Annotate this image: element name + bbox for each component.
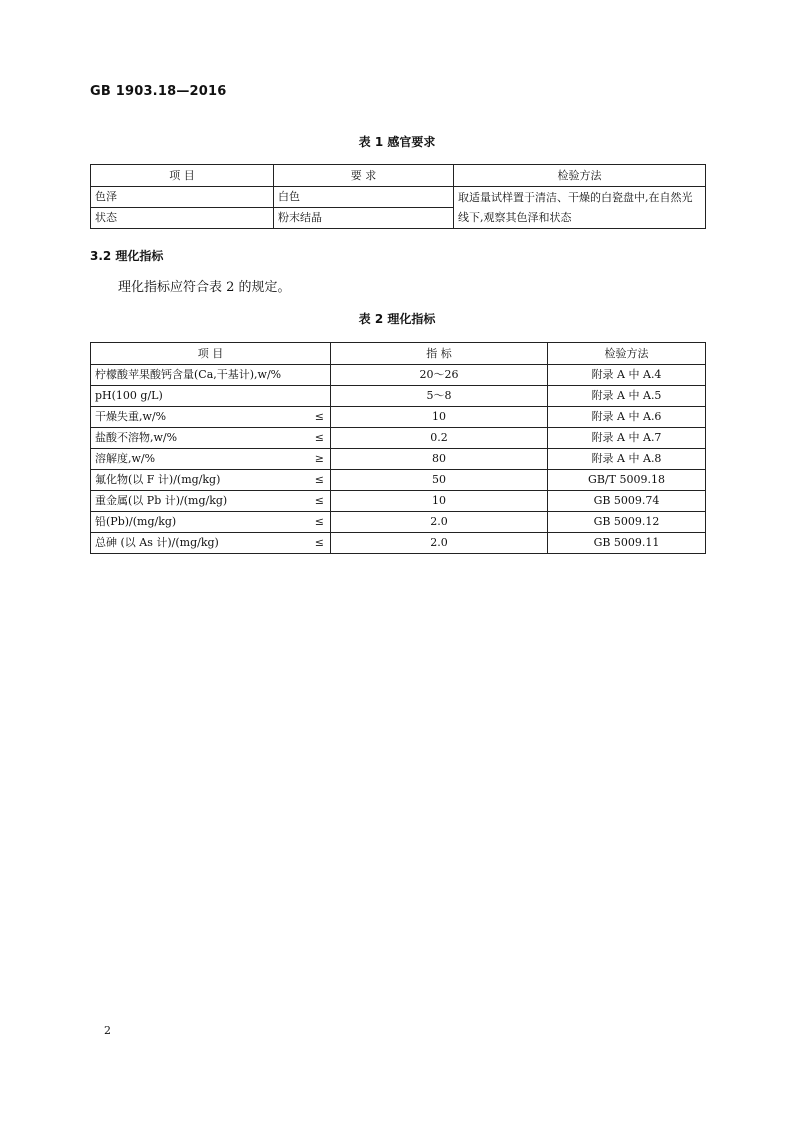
method-cell: 附录 A 中 A.8 [548, 449, 706, 470]
physicochemical-table [90, 342, 706, 554]
table-row [91, 470, 706, 491]
value-cell: 20～26 [331, 365, 548, 386]
item-cell [91, 365, 331, 386]
method-cell: GB 5009.74 [548, 491, 706, 512]
table-row [91, 365, 706, 386]
table-row [91, 386, 706, 407]
item-label: 重金属(以 Pb 计)/(mg/kg) [95, 494, 228, 507]
comparison-symbol: ≤ [314, 410, 324, 423]
value-cell: 2.0 [331, 533, 548, 554]
item-label: 溶解度,w/% [95, 452, 156, 465]
table-row [91, 491, 706, 512]
page-number: 2 [104, 1024, 111, 1037]
section-heading: 3.2 理化指标 [90, 249, 164, 263]
comparison-symbol: ≤ [314, 536, 324, 549]
comparison-symbol: ≤ [314, 494, 324, 507]
method-cell: 取适量试样置于清洁、干燥的白瓷盘中,在自然光线下,观察其色泽和状态 [454, 187, 706, 229]
method-cell: 附录 A 中 A.7 [548, 428, 706, 449]
header-index: 指 标 [331, 343, 548, 365]
item-label: 干燥失重,w/% [95, 410, 167, 423]
item-cell: 色泽 [91, 187, 274, 208]
method-cell: GB 5009.12 [548, 512, 706, 533]
item-cell [91, 386, 331, 407]
sensory-requirements-table [90, 164, 706, 229]
table2-caption: 表 2 理化指标 [358, 312, 436, 326]
section-paragraph: 理化指标应符合表 2 的规定。 [118, 280, 291, 295]
item-label: 总砷 (以 As 计)/(mg/kg) [95, 536, 219, 549]
comparison-symbol: ≤ [314, 515, 324, 528]
table-row [91, 187, 706, 208]
method-cell: GB 5009.11 [548, 533, 706, 554]
item-label: 氟化物(以 F 计)/(mg/kg) [95, 473, 221, 486]
table-row [91, 407, 706, 428]
value-cell: 80 [331, 449, 548, 470]
comparison-symbol: ≤ [314, 431, 324, 444]
item-cell [91, 470, 331, 491]
table1-caption: 表 1 感官要求 [358, 135, 436, 149]
item-label: 铅(Pb)/(mg/kg) [95, 515, 177, 528]
header-method: 检验方法 [548, 343, 706, 365]
header-item: 项 目 [91, 165, 274, 187]
item-cell: 状态 [91, 208, 274, 229]
standard-number: GB 1903.18—2016 [90, 84, 227, 99]
value-cell: 0.2 [331, 428, 548, 449]
table-row [91, 428, 706, 449]
table-header-row [91, 165, 706, 187]
item-cell [91, 491, 331, 512]
value-cell: 5～8 [331, 386, 548, 407]
value-cell: 50 [331, 470, 548, 491]
table-row [91, 512, 706, 533]
table-row [91, 533, 706, 554]
item-cell [91, 512, 331, 533]
item-cell [91, 428, 331, 449]
method-cell: 附录 A 中 A.6 [548, 407, 706, 428]
requirement-cell: 白色 [274, 187, 454, 208]
item-label: 盐酸不溶物,w/% [95, 431, 178, 444]
value-cell: 10 [331, 407, 548, 428]
comparison-symbol: ≤ [314, 473, 324, 486]
value-cell: 2.0 [331, 512, 548, 533]
item-label: pH(100 g/L) [95, 389, 163, 402]
table-row [91, 449, 706, 470]
item-cell [91, 407, 331, 428]
header-method: 检验方法 [454, 165, 706, 187]
requirement-cell: 粉末结晶 [274, 208, 454, 229]
value-cell: 10 [331, 491, 548, 512]
item-cell [91, 533, 331, 554]
item-label: 柠檬酸苹果酸钙含量(Ca,干基计),w/% [95, 368, 282, 381]
method-cell: 附录 A 中 A.4 [548, 365, 706, 386]
method-cell: GB/T 5009.18 [548, 470, 706, 491]
table-header-row [91, 343, 706, 365]
item-cell [91, 449, 331, 470]
header-item: 项 目 [91, 343, 331, 365]
method-cell: 附录 A 中 A.5 [548, 386, 706, 407]
comparison-symbol: ≥ [314, 452, 324, 465]
header-requirement: 要 求 [274, 165, 454, 187]
